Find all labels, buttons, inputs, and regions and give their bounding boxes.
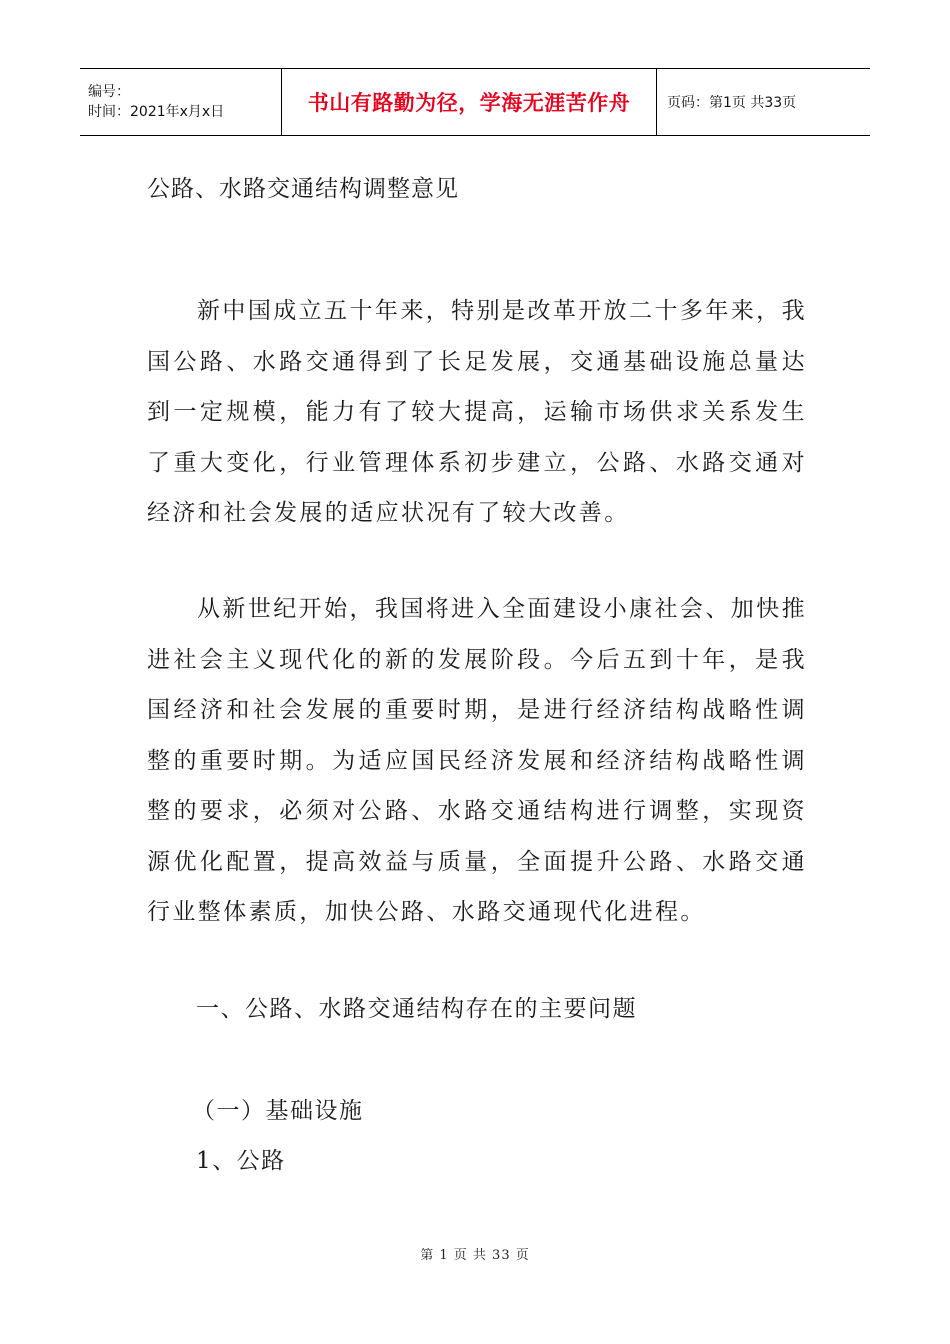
header-motto-cell (282, 69, 657, 135)
motto-text: 书山有路勤为径，学海无涯苦作舟 (307, 91, 631, 115)
header-page-cell (657, 69, 870, 135)
document-title: 公路、水路交通结构调整意见 (147, 176, 459, 202)
subsection-heading: （一）基础设施 (192, 1098, 364, 1124)
section-heading: 一、公路、水路交通结构存在的主要问题 (196, 996, 637, 1022)
paragraph-1: 新中国成立五十年来，特别是改革开放二十多年来，我国公路、水路交通得到了长足发展，交通基础设施总量达到一定规模，能力有了较大提高，运输市场供求关系发生了重大变化，行业管理体系初步建立，公路、水路交通对经济和社会发展的适应状况有了较大改善。 (147, 298, 807, 526)
item-heading: 1、公路 (196, 1148, 286, 1174)
page-footer: 第 1 页 共 33 页 (420, 1248, 530, 1263)
page-info: 页码：第1页 共33页 (667, 95, 797, 111)
header-meta-cell (80, 69, 282, 135)
paragraph-2: 从新世纪开始，我国将进入全面建设小康社会、加快推进社会主义现代化的新的发展阶段。今后五到十年，是我国经济和社会发展的重要时期，是进行经济结构战略性调整的重要时期。为适应国民经济发展和经济结构战略性调整的要求，必须对公路、水路交通结构进行调整，实现资源优化配置，提高效益与质量，全面提升公路、水路交通行业整体素质，加快公路、水路交通现代化进程。 (147, 596, 807, 925)
number-label: 编号： (88, 84, 130, 100)
document-header (80, 68, 870, 136)
time-label: 时间：2021年x月x日 (88, 104, 225, 120)
